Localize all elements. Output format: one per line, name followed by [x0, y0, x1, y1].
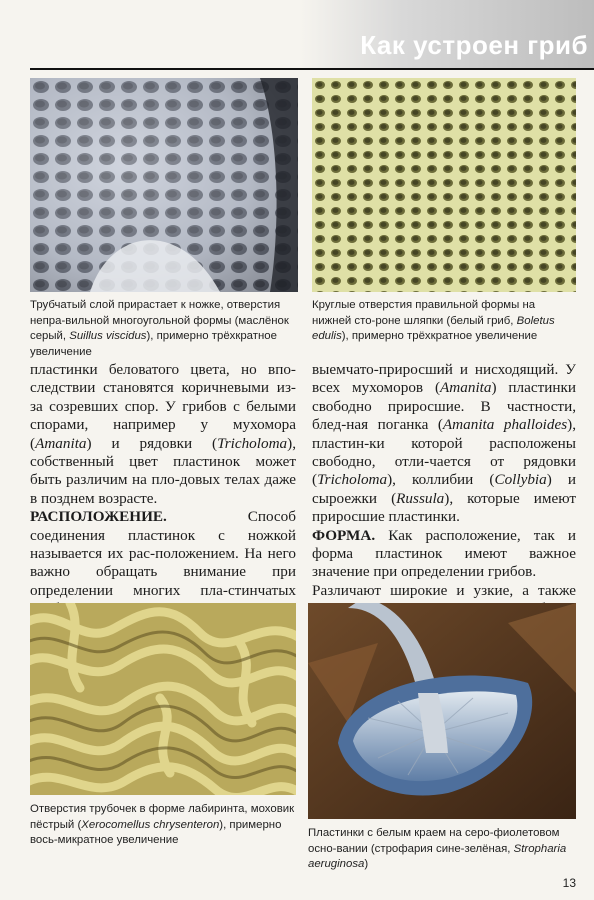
heading-forma: ФОРМА. — [312, 526, 376, 544]
section-title: Как устроен гриб — [360, 30, 588, 60]
right-paragraph-1: выемчато-приросший и нисходящий. У всех мухоморов (Amanita) пластинки свободно приросшие. В частности, блед-ная поганка (Amanita phalloides), пластин-ки которой расположены свободно, отли-чается от рядовки (Tricholoma), коллибии (Collybia) и сыроежки (Russula), которые имеют приросшие пластинки. — [312, 361, 577, 526]
photo-suillus-pores — [30, 78, 298, 292]
photo-stropharia-gills — [308, 603, 576, 819]
left-paragraph-2: РАСПОЛОЖЕНИЕ. Способ соединения пластинок с ножкой называется их рас-положением. На него важно обращать внимание при определении многих пла-стинчатых — [30, 508, 296, 599]
photo-boletus-pores — [312, 78, 576, 292]
right-paragraph-3: Различают широкие и узкие, а также — [312, 581, 576, 599]
right-text-column — [312, 361, 576, 637]
photo-xerocomellus-labyrinth — [30, 603, 296, 795]
caption-suillus: Трубчатый слой прирастает к ножке, отверстия непра-вильной многоугольной формы (маслёнок серый, Suillus viscidus), примерно трёхкратное увеличение — [30, 299, 289, 358]
left-paragraph-1: пластинки беловатого цвета, но впо-следствии становятся коричневыми из-за созревших спор. У грибов с белыми спорами, например у мухомора (Amanita) и рядовки (Tricholoma), собственный цвет пластинок может быть различим на пло-довых телах даже в позднем возрасте. — [30, 361, 296, 507]
caption-xerocomellus: Отверстия трубочек в форме лабиринта, моховик пёстрый (Xerocomellus chrysenteron), примерно вось-микратное увеличение — [30, 803, 295, 846]
right-paragraph-2: ФОРМА. Как расположение, так и форма пластинок имеют важное значение при определении грибов. — [312, 526, 576, 581]
heading-raspolozhenie: РАСПОЛОЖЕНИЕ. — [30, 508, 167, 526]
page-number: 13 — [562, 876, 576, 890]
caption-boletus: Круглые отверстия правильной формы на нижней сто-роне шляпки (белый гриб, Boletus edulis), примерно трёхкратное увеличение — [312, 299, 555, 342]
header-rule — [30, 68, 594, 70]
caption-stropharia: Пластинки с белым краем на серо-фиолетовом осно-вании (строфария сине-зелёная, Stropharia aeruginosa) — [308, 827, 567, 870]
